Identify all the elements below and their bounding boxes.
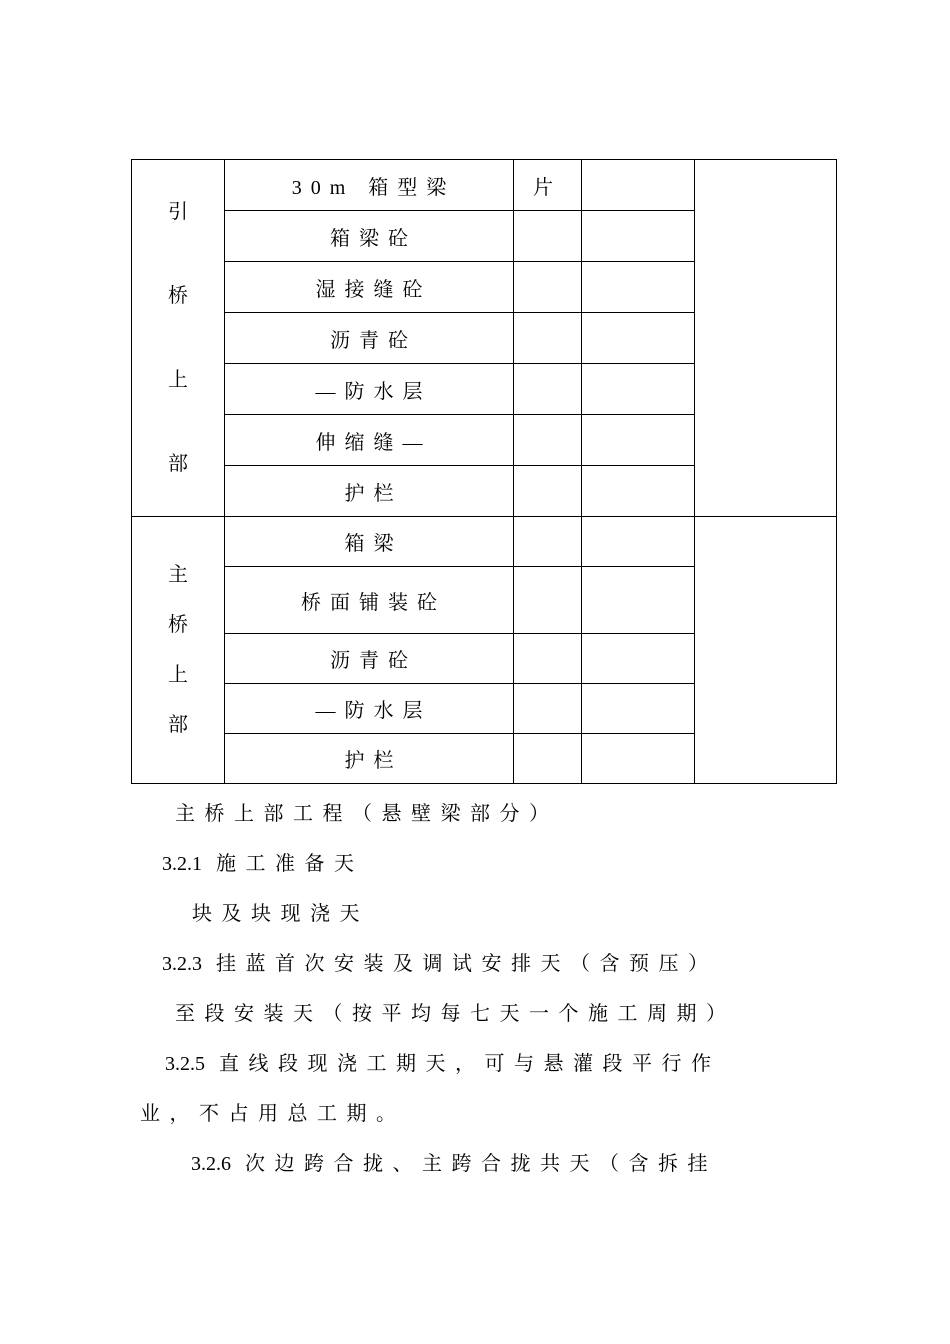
item-cell: 湿接缝砼 [225, 262, 514, 313]
qty-cell [582, 567, 695, 634]
qty-cell [582, 517, 695, 567]
item-cell: 护栏 [225, 466, 514, 517]
group-label-approach-bridge: 引 桥 上 部 [132, 160, 225, 517]
unit-cell [514, 734, 582, 784]
section-number: 3.2.6 [191, 1153, 231, 1175]
qty-cell [582, 313, 695, 364]
item-cell: —防水层 [225, 684, 514, 734]
paragraph-text: 挂蓝首次安装及调试安排天（含预压） [216, 953, 718, 975]
qty-cell [582, 466, 695, 517]
group-label-main-bridge: 主 桥 上 部 [132, 517, 225, 784]
unit-cell: 片 [514, 160, 582, 211]
qty-cell [582, 684, 695, 734]
unit-cell [514, 211, 582, 262]
schedule-table [131, 159, 837, 784]
paragraph-3-2-5-continued: 业，不占用总工期。 [140, 1103, 406, 1125]
paragraph-text: 直线段现浇工期天，可与悬灌段平行作 [219, 1053, 721, 1075]
table-row [132, 517, 837, 567]
section-number: 3.2.3 [162, 953, 202, 975]
unit-cell [514, 364, 582, 415]
qty-cell [582, 415, 695, 466]
section-number: 3.2.1 [162, 853, 202, 875]
item-cell: 沥青砼 [225, 313, 514, 364]
qty-cell [582, 262, 695, 313]
unit-cell [514, 262, 582, 313]
unit-cell [514, 634, 582, 684]
unit-cell [514, 313, 582, 364]
item-cell: 伸缩缝— [225, 415, 514, 466]
item-cell: 30m 箱型梁 [225, 160, 514, 211]
paragraph-3-2-5 [165, 1047, 721, 1076]
section-heading: 主桥上部工程（悬壁梁部分） [175, 803, 559, 825]
unit-cell [514, 684, 582, 734]
qty-cell [582, 364, 695, 415]
paragraph-3-2-3 [162, 947, 718, 976]
qty-cell [582, 734, 695, 784]
section-number: 3.2.5 [165, 1053, 205, 1075]
item-cell: 桥面铺装砼 [225, 567, 514, 634]
unit-cell [514, 466, 582, 517]
item-cell: 箱梁 [225, 517, 514, 567]
paragraph-3-2-6 [191, 1147, 717, 1176]
remark-cell [695, 517, 837, 784]
remark-cell [695, 160, 837, 517]
unit-cell [514, 517, 582, 567]
item-cell: 沥青砼 [225, 634, 514, 684]
item-cell: 箱梁砼 [225, 211, 514, 262]
paragraph-3-2-2: 块及块现浇天 [192, 903, 369, 925]
qty-cell [582, 211, 695, 262]
unit-cell [514, 567, 582, 634]
paragraph-3-2-4: 至段安装天（按平均每七天一个施工周期） [175, 1003, 736, 1025]
table-row [132, 160, 837, 211]
item-cell: —防水层 [225, 364, 514, 415]
paragraph-text: 次边跨合拢、主跨合拢共天（含拆挂 [245, 1153, 717, 1175]
unit-cell [514, 415, 582, 466]
item-cell: 护栏 [225, 734, 514, 784]
qty-cell [582, 634, 695, 684]
paragraph-3-2-1 [162, 847, 364, 876]
paragraph-text: 施工准备天 [216, 853, 364, 875]
qty-cell [582, 160, 695, 211]
